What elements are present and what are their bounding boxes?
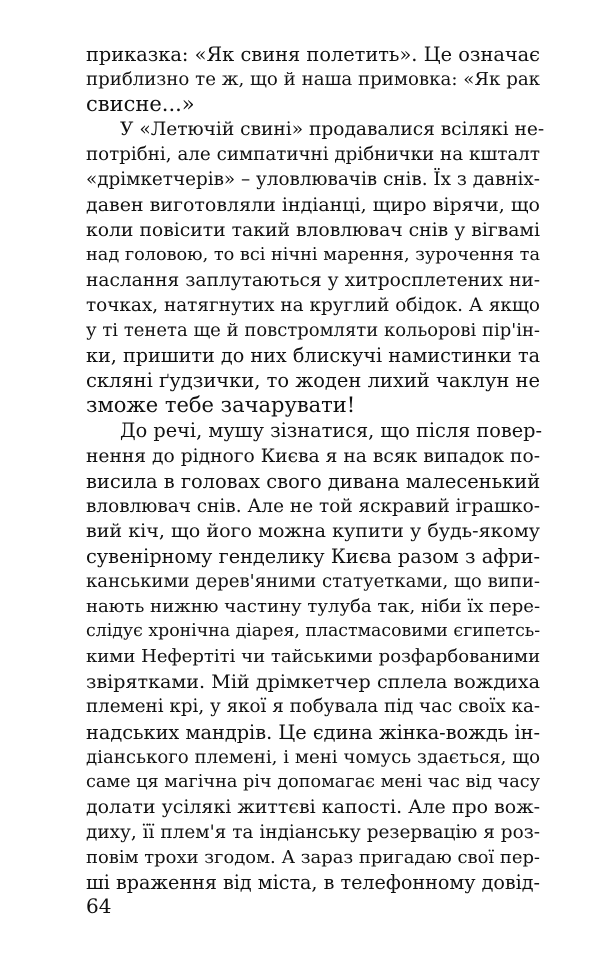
text-line: потрібні, але симпатичні дрібнички на кшталт bbox=[86, 144, 540, 166]
text-line: наслання заплутаються у хитросплетених ни- bbox=[86, 269, 540, 291]
text-line: над головою, то всі нічні марення, зурочення та bbox=[86, 244, 540, 265]
text-line: приказка: «Як свиня полетить». Це означає bbox=[86, 43, 540, 66]
text-line: диху, її плем'я та індіанську резервацію я роз- bbox=[86, 821, 540, 843]
text-line: «дрімкетчерів» – уловлювачів снів. Їх з давніх- bbox=[86, 169, 540, 191]
page-body bbox=[86, 42, 545, 895]
text-line: надських мандрів. Це єдина жінка-вождь ін- bbox=[86, 720, 540, 744]
text-line: сувенірному генделику Києва разом з афри- bbox=[86, 544, 540, 568]
text-line: саме ця магічна річ допомагає мені час від часу bbox=[86, 771, 540, 792]
text-line: повім трохи згодом. А зараз пригадаю свої пер- bbox=[86, 847, 540, 868]
text-line: звірятками. Мій дрімкетчер сплела вождиха bbox=[86, 670, 540, 694]
text-line: приблизно те ж, що й наша примовка: «Як рак bbox=[86, 69, 540, 91]
text-line: слідує хронічна діарея, пластмасовими єгипетсь- bbox=[86, 621, 541, 642]
text-line: діанського племені, і мені чомусь здається, що bbox=[86, 746, 540, 768]
text-line: ші враження від міста, в телефонному довід- bbox=[86, 871, 540, 895]
text-line: у ті тенета ще й повстромляти кольорові пір'ін- bbox=[86, 320, 540, 342]
paragraph-3 bbox=[86, 418, 540, 895]
text-line: скляні ґудзички, то жоден лихий чаклун не bbox=[86, 369, 540, 393]
text-line: канськими дерев'яними статуетками, що випи- bbox=[86, 570, 540, 592]
text-line: долати усілякі життєві капості. Але про вож- bbox=[86, 795, 540, 818]
text-line: свисне...» bbox=[86, 92, 195, 117]
paragraph-2 bbox=[86, 117, 545, 418]
text-line: кими Нефертіті чи тайськими розфарбованими bbox=[86, 646, 541, 668]
text-line: нення до рідного Києва я на всяк випадок по- bbox=[86, 445, 540, 467]
text-line: ки, пришити до них блискучі намистинки та bbox=[86, 344, 540, 368]
text-line: коли повісити такий вловлювач снів у вігвамі bbox=[86, 219, 540, 241]
text-line: У «Летючій свині» продавалися всілякі не- bbox=[120, 119, 545, 141]
page-number: 64 bbox=[86, 894, 112, 918]
text-line: точках, натягнутих на круглий обідок. А якщо bbox=[86, 294, 540, 316]
paragraph-1 bbox=[86, 42, 540, 117]
text-line: До речі, мушу зізнатися, що після повер- bbox=[120, 419, 542, 443]
text-line: вий кіч, що його можна купити у будь-якому bbox=[86, 519, 540, 542]
text-line: племені крі, у якої я побувала під час своїх ка- bbox=[86, 696, 540, 718]
text-line: давен виготовляли індіанці, щиро вірячи, що bbox=[86, 193, 540, 216]
text-line: нають нижню частину тулуба так, ніби їх пере- bbox=[86, 596, 541, 618]
text-line: вловлювач снів. Але не той яскравий іграшко- bbox=[86, 495, 540, 517]
text-line: висила в головах свого дивана малесенький bbox=[86, 469, 541, 493]
text-line: зможе тебе зачарувати! bbox=[86, 393, 356, 418]
